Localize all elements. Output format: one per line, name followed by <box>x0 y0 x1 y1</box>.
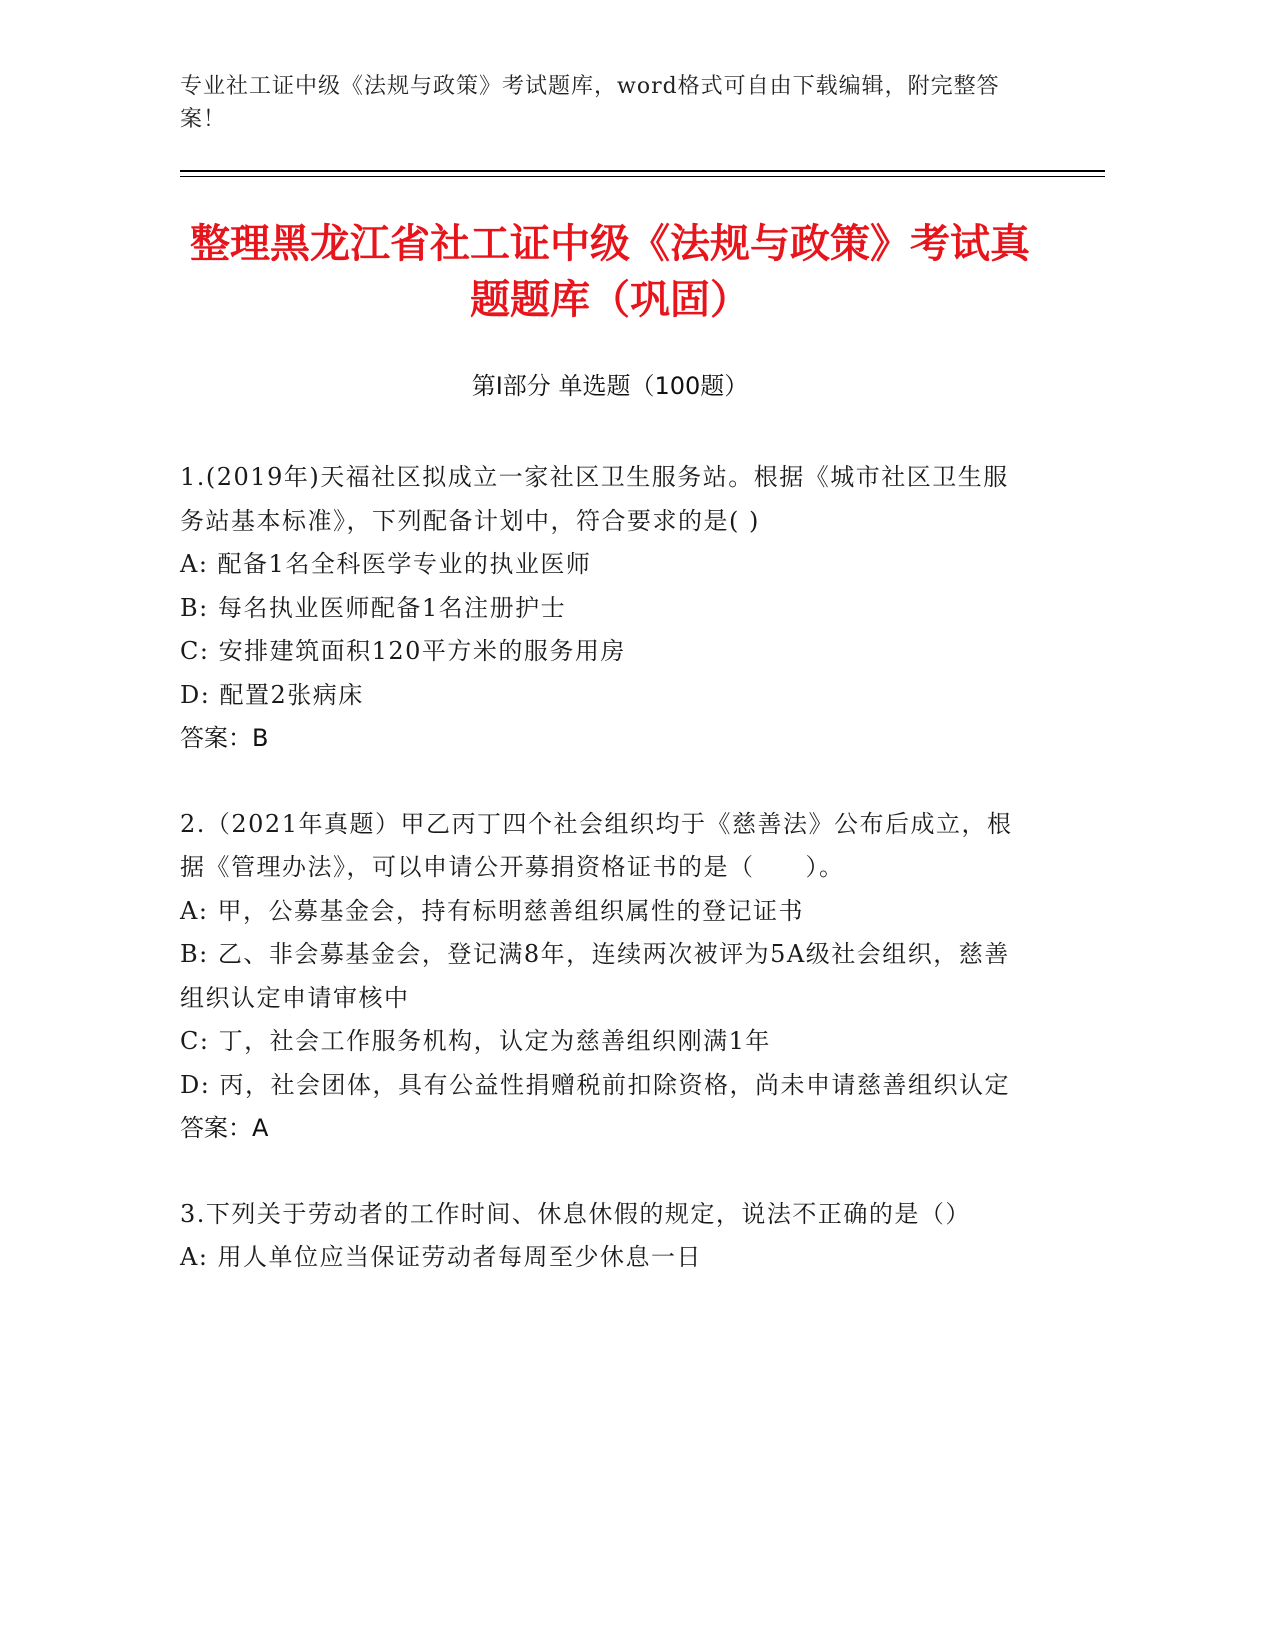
header-divider-thick <box>180 170 1105 172</box>
option-c: C: 丁，社会工作服务机构，认定为慈善组织刚满1年 <box>180 1027 771 1055</box>
answer-label: 答案：A <box>180 1114 269 1142</box>
question-2 <box>180 803 1030 1151</box>
header-divider-thin <box>180 176 1105 177</box>
question-stem: 2.（2021年真题）甲乙丙丁四个社会组织均于《慈善法》公布后成立，根据《管理办法》，可以申请公开募捐资格证书的是（ ）。 <box>180 809 1013 881</box>
option-a: A: 用人单位应当保证劳动者每周至少休息一日 <box>180 1243 703 1271</box>
option-d: D: 丙，社会团体，具有公益性捐赠税前扣除资格，尚未申请慈善组织认定 <box>180 1070 1010 1099</box>
option-a: A: 甲，公募基金会，持有标明慈善组织属性的登记证书 <box>180 896 805 925</box>
header-note: 专业社工证中级《法规与政策》考试题库，word格式可自由下载编辑，附完整答案！ <box>180 74 1000 132</box>
question-stem: 3.下列关于劳动者的工作时间、休息休假的规定，说法不正确的是（） <box>180 1199 971 1228</box>
question-list <box>180 456 1030 1322</box>
option-d: D: 配置2张病床 <box>180 680 364 709</box>
question-3 <box>180 1193 1030 1280</box>
document-title: 整理黑龙江省社工证中级《法规与政策》考试真题题库（巩固） <box>190 221 1030 323</box>
option-b: B: 乙、非会募基金会，登记满8年，连续两次被评为5A级社会组织，慈善组织认定申请审核中 <box>180 940 1010 1012</box>
option-c: C: 安排建筑面积120平方米的服务用房 <box>180 637 626 665</box>
question-1 <box>180 456 1030 761</box>
section-heading: 第Ⅰ部分 单选题（100题） <box>471 372 749 400</box>
answer-label: 答案：B <box>180 724 269 752</box>
option-a: A: 配备1名全科医学专业的执业医师 <box>180 550 592 578</box>
question-stem: 1.(2019年)天福社区拟成立一家社区卫生服务站。根据《城市社区卫生服务站基本标准》，下列配备计划中，符合要求的是( ) <box>180 463 1009 535</box>
option-b: B: 每名执业医师配备1名注册护士 <box>180 593 567 622</box>
